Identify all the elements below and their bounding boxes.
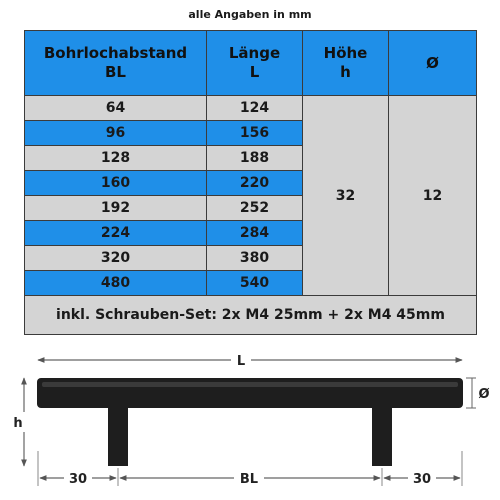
header-bohrlochabstand	[25, 31, 207, 96]
cell-bl: 160	[25, 171, 207, 196]
handle-dimension-drawing	[0, 344, 500, 500]
cell-l: 156	[207, 121, 303, 146]
header-line2: L	[249, 63, 260, 81]
header-line2: Ø	[426, 53, 439, 72]
header-laenge	[207, 31, 303, 96]
screw-set-note: inkl. Schrauben-Set: 2x M4 25mm + 2x M4 45mm	[25, 296, 477, 335]
table-row	[25, 96, 477, 121]
header-line1: Höhe	[323, 44, 368, 62]
table-header-row	[25, 31, 477, 96]
height-label: h	[13, 416, 23, 431]
left-offset-label: 30	[68, 472, 88, 487]
header-line2: BL	[105, 63, 126, 81]
cell-bl: 64	[25, 96, 207, 121]
table-footer-row	[25, 296, 477, 335]
cell-l: 380	[207, 246, 303, 271]
cell-bl: 320	[25, 246, 207, 271]
header-line2: h	[340, 63, 351, 81]
cell-l: 220	[207, 171, 303, 196]
cell-l: 252	[207, 196, 303, 221]
dimensions-table	[24, 30, 477, 335]
cell-hoehe: 32	[303, 96, 389, 296]
right-offset-label: 30	[412, 472, 432, 487]
units-caption: alle Angaben in mm	[188, 8, 312, 21]
handle-right-leg	[372, 406, 392, 466]
header-line1: Länge	[228, 44, 281, 62]
handle-highlight	[42, 382, 458, 387]
cell-l: 284	[207, 221, 303, 246]
cell-bl: 224	[25, 221, 207, 246]
cell-durchmesser: 12	[389, 96, 477, 296]
header-line1: Bohrlochabstand	[43, 44, 188, 62]
cell-l: 540	[207, 271, 303, 296]
cell-bl: 480	[25, 271, 207, 296]
cell-bl: 96	[25, 121, 207, 146]
diameter-label: Ø	[478, 387, 490, 402]
cell-l: 188	[207, 146, 303, 171]
handle-left-leg	[108, 406, 128, 466]
header-hoehe	[303, 31, 389, 96]
hole-spacing-label: BL	[239, 472, 259, 487]
cell-l: 124	[207, 96, 303, 121]
cell-bl: 192	[25, 196, 207, 221]
cell-bl: 128	[25, 146, 207, 171]
header-durchmesser	[389, 31, 477, 96]
length-label: L	[236, 354, 246, 369]
